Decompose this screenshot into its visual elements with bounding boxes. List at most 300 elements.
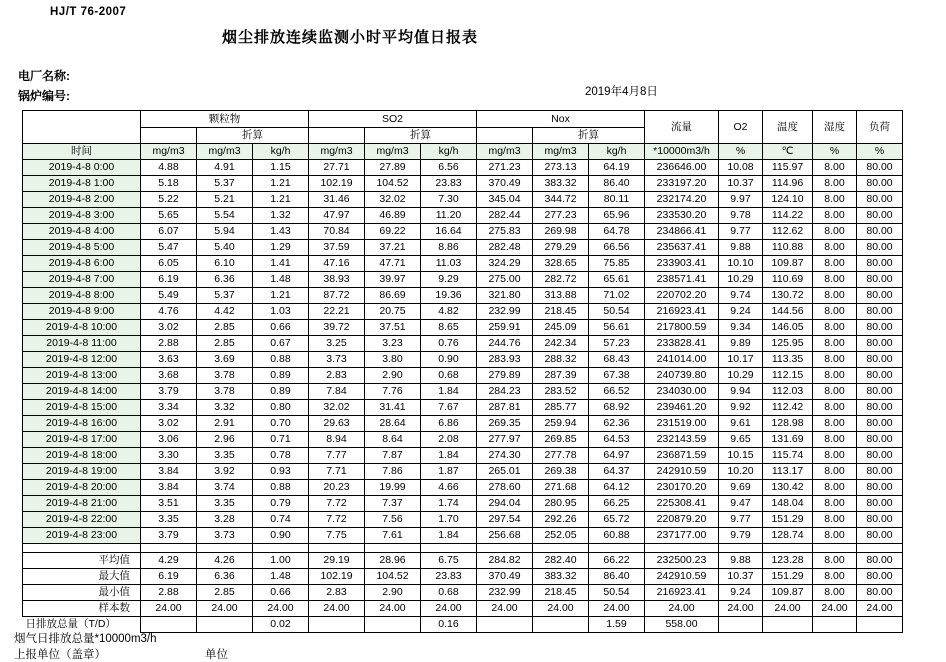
summary-cell-flow: 232500.23 — [645, 553, 719, 569]
cell-temperature: 110.88 — [763, 240, 813, 256]
unit-nox-mgm3: mg/m3 — [477, 144, 533, 160]
cell-pm-converted: 2.85 — [197, 320, 253, 336]
cell-so2-kgh: 4.66 — [421, 480, 477, 496]
cell-humidity: 8.00 — [813, 160, 857, 176]
cell-temperature: 130.42 — [763, 480, 813, 496]
daily-total-pm-kgh: 0.02 — [253, 617, 309, 633]
summary-label: 最大值 — [23, 569, 141, 585]
report-date: 2019年4月8日 — [585, 86, 658, 98]
table-row — [23, 400, 903, 416]
cell-nox: 244.76 — [477, 336, 533, 352]
cell-pm-kgh: 1.29 — [253, 240, 309, 256]
cell-pm: 3.79 — [141, 384, 197, 400]
cell-nox-converted: 273.13 — [533, 160, 589, 176]
cell-so2-converted: 7.56 — [365, 512, 421, 528]
unit-so2-conv-mgm3: mg/m3 — [365, 144, 421, 160]
cell-time: 2019-4-8 8:00 — [23, 288, 141, 304]
summary-label: 样本数 — [23, 601, 141, 617]
header-time: 时间 — [23, 144, 141, 160]
cell-pm-converted: 6.36 — [197, 272, 253, 288]
cell-nox-kgh: 66.25 — [589, 496, 645, 512]
cell-load: 80.00 — [857, 416, 903, 432]
unit-nox-kgh: kg/h — [589, 144, 645, 160]
cell-time: 2019-4-8 19:00 — [23, 464, 141, 480]
cell-o2: 9.78 — [719, 208, 763, 224]
cell-temperature: 112.03 — [763, 384, 813, 400]
cell-load: 80.00 — [857, 320, 903, 336]
summary-cell-o2: 9.88 — [719, 553, 763, 569]
cell-nox-converted: 279.29 — [533, 240, 589, 256]
cell-time: 2019-4-8 22:00 — [23, 512, 141, 528]
cell-load: 80.00 — [857, 160, 903, 176]
cell-nox-converted: 283.52 — [533, 384, 589, 400]
cell-nox-kgh: 56.61 — [589, 320, 645, 336]
cell-o2: 10.15 — [719, 448, 763, 464]
cell-pm-converted: 5.37 — [197, 176, 253, 192]
cell-so2-converted: 28.64 — [365, 416, 421, 432]
page-title: 烟尘排放连续监测小时平均值日报表 — [221, 29, 478, 46]
cell-so2-converted: 104.52 — [365, 176, 421, 192]
cell-pm: 6.07 — [141, 224, 197, 240]
cell-pm-kgh: 1.21 — [253, 192, 309, 208]
cell-load: 80.00 — [857, 224, 903, 240]
summary-cell-nox-kgh: 50.54 — [589, 585, 645, 601]
cell-so2: 20.23 — [309, 480, 365, 496]
footer-total-emission: 烟气日排放总量*10000m3/h — [14, 633, 157, 645]
cell-so2-kgh: 1.87 — [421, 464, 477, 480]
daily-total-so2 — [309, 617, 365, 633]
summary-cell-nox-kgh: 86.40 — [589, 569, 645, 585]
summary-cell-load: 80.00 — [857, 569, 903, 585]
summary-row — [23, 601, 903, 617]
cell-nox-kgh: 65.72 — [589, 512, 645, 528]
cell-nox-converted: 285.77 — [533, 400, 589, 416]
cell-flow: 220879.20 — [645, 512, 719, 528]
cell-humidity: 8.00 — [813, 448, 857, 464]
cell-nox: 271.23 — [477, 160, 533, 176]
header-load: 负荷 — [857, 111, 903, 144]
spacer-cell — [589, 544, 645, 553]
unit-flow: *10000m3/h — [645, 144, 719, 160]
cell-time: 2019-4-8 6:00 — [23, 256, 141, 272]
table-row — [23, 208, 903, 224]
header-pm-converted: 折算 — [197, 128, 309, 144]
cell-so2-converted: 19.99 — [365, 480, 421, 496]
cell-so2-kgh: 0.90 — [421, 352, 477, 368]
cell-flow: 230170.20 — [645, 480, 719, 496]
cell-load: 80.00 — [857, 240, 903, 256]
cell-nox: 324.29 — [477, 256, 533, 272]
cell-nox-converted: 269.85 — [533, 432, 589, 448]
cell-time: 2019-4-8 9:00 — [23, 304, 141, 320]
cell-nox: 265.01 — [477, 464, 533, 480]
table-header-unit-row — [23, 144, 903, 160]
cell-humidity: 8.00 — [813, 224, 857, 240]
cell-nox: 345.04 — [477, 192, 533, 208]
cell-nox-converted: 328.65 — [533, 256, 589, 272]
cell-load: 80.00 — [857, 336, 903, 352]
cell-temperature: 125.95 — [763, 336, 813, 352]
boiler-number-label: 锅炉编号: — [18, 89, 70, 103]
summary-cell-so2-converted: 2.90 — [365, 585, 421, 601]
cell-o2: 9.97 — [719, 192, 763, 208]
table-spacer-row — [23, 544, 903, 553]
spacer-cell — [141, 544, 197, 553]
cell-pm: 3.30 — [141, 448, 197, 464]
cell-nox-kgh: 68.92 — [589, 400, 645, 416]
table-row — [23, 336, 903, 352]
cell-flow: 233828.41 — [645, 336, 719, 352]
cell-nox-converted: 288.32 — [533, 352, 589, 368]
cell-nox-kgh: 71.02 — [589, 288, 645, 304]
cell-o2: 10.08 — [719, 160, 763, 176]
cell-so2: 3.25 — [309, 336, 365, 352]
cell-pm-kgh: 0.80 — [253, 400, 309, 416]
spacer-cell — [645, 544, 719, 553]
spacer-cell — [533, 544, 589, 553]
cell-so2-converted: 7.87 — [365, 448, 421, 464]
cell-pm: 4.88 — [141, 160, 197, 176]
cell-so2: 47.16 — [309, 256, 365, 272]
cell-humidity: 8.00 — [813, 320, 857, 336]
cell-nox-kgh: 86.40 — [589, 176, 645, 192]
cell-o2: 9.65 — [719, 432, 763, 448]
cell-pm-kgh: 1.21 — [253, 288, 309, 304]
summary-row — [23, 569, 903, 585]
cell-so2-converted: 7.61 — [365, 528, 421, 544]
header-so2-blank — [309, 128, 365, 144]
table-row — [23, 464, 903, 480]
table-row — [23, 352, 903, 368]
cell-temperature: 109.87 — [763, 256, 813, 272]
cell-flow: 225308.41 — [645, 496, 719, 512]
unit-o2: % — [719, 144, 763, 160]
daily-total-load — [857, 617, 903, 633]
summary-cell-pm-kgh: 1.00 — [253, 553, 309, 569]
cell-nox-converted: 271.68 — [533, 480, 589, 496]
cell-pm-kgh: 0.71 — [253, 432, 309, 448]
cell-nox-kgh: 64.12 — [589, 480, 645, 496]
summary-cell-pm: 2.88 — [141, 585, 197, 601]
cell-pm: 3.84 — [141, 480, 197, 496]
cell-flow: 233530.20 — [645, 208, 719, 224]
cell-pm-kgh: 0.67 — [253, 336, 309, 352]
summary-cell-load: 80.00 — [857, 585, 903, 601]
cell-time: 2019-4-8 12:00 — [23, 352, 141, 368]
cell-nox-kgh: 60.88 — [589, 528, 645, 544]
cell-load: 80.00 — [857, 256, 903, 272]
daily-total-humidity — [813, 617, 857, 633]
cell-so2-kgh: 9.29 — [421, 272, 477, 288]
cell-humidity: 8.00 — [813, 352, 857, 368]
cell-pm: 3.84 — [141, 464, 197, 480]
cell-nox: 297.54 — [477, 512, 533, 528]
summary-cell-pm-converted: 24.00 — [197, 601, 253, 617]
cell-humidity: 8.00 — [813, 496, 857, 512]
cell-so2-kgh: 8.86 — [421, 240, 477, 256]
cell-temperature: 146.05 — [763, 320, 813, 336]
summary-cell-so2: 24.00 — [309, 601, 365, 617]
cell-flow: 241014.00 — [645, 352, 719, 368]
unit-so2-kgh: kg/h — [421, 144, 477, 160]
cell-load: 80.00 — [857, 528, 903, 544]
daily-total-o2 — [719, 617, 763, 633]
cell-pm: 6.05 — [141, 256, 197, 272]
cell-nox: 283.93 — [477, 352, 533, 368]
summary-cell-load: 80.00 — [857, 553, 903, 569]
cell-pm-kgh: 1.43 — [253, 224, 309, 240]
unit-pm-mgm3: mg/m3 — [141, 144, 197, 160]
cell-nox-converted: 292.26 — [533, 512, 589, 528]
cell-humidity: 8.00 — [813, 480, 857, 496]
cell-humidity: 8.00 — [813, 384, 857, 400]
daily-total-nox-converted — [533, 617, 589, 633]
summary-cell-o2: 24.00 — [719, 601, 763, 617]
cell-flow: 242910.59 — [645, 464, 719, 480]
summary-cell-humidity: 8.00 — [813, 553, 857, 569]
cell-nox-converted: 313.88 — [533, 288, 589, 304]
cell-pm-kgh: 1.48 — [253, 272, 309, 288]
cell-pm-kgh: 0.78 — [253, 448, 309, 464]
table-row — [23, 368, 903, 384]
cell-flow: 234866.41 — [645, 224, 719, 240]
cell-pm-converted: 3.92 — [197, 464, 253, 480]
cell-so2: 29.63 — [309, 416, 365, 432]
spacer-cell — [197, 544, 253, 553]
spacer-cell — [719, 544, 763, 553]
cell-nox: 269.35 — [477, 416, 533, 432]
cell-flow: 232174.20 — [645, 192, 719, 208]
cell-so2: 102.19 — [309, 176, 365, 192]
cell-time: 2019-4-8 5:00 — [23, 240, 141, 256]
cell-temperature: 112.62 — [763, 224, 813, 240]
cell-nox: 321.80 — [477, 288, 533, 304]
cell-o2: 9.92 — [719, 400, 763, 416]
cell-pm: 5.22 — [141, 192, 197, 208]
cell-load: 80.00 — [857, 512, 903, 528]
cell-so2: 47.97 — [309, 208, 365, 224]
cell-humidity: 8.00 — [813, 400, 857, 416]
cell-flow: 240739.80 — [645, 368, 719, 384]
cell-humidity: 8.00 — [813, 304, 857, 320]
cell-pm: 3.02 — [141, 416, 197, 432]
table-row — [23, 272, 903, 288]
cell-so2: 31.46 — [309, 192, 365, 208]
summary-cell-so2-converted: 24.00 — [365, 601, 421, 617]
summary-cell-pm: 6.19 — [141, 569, 197, 585]
cell-time: 2019-4-8 14:00 — [23, 384, 141, 400]
header-pm: 颗粒物 — [141, 111, 309, 128]
summary-cell-nox-converted: 383.32 — [533, 569, 589, 585]
cell-humidity: 8.00 — [813, 240, 857, 256]
cell-so2-converted: 32.02 — [365, 192, 421, 208]
cell-so2: 87.72 — [309, 288, 365, 304]
cell-so2: 7.72 — [309, 512, 365, 528]
unit-so2-mgm3: mg/m3 — [309, 144, 365, 160]
cell-load: 80.00 — [857, 432, 903, 448]
cell-load: 80.00 — [857, 496, 903, 512]
cell-flow: 220702.20 — [645, 288, 719, 304]
cell-pm-kgh: 0.89 — [253, 368, 309, 384]
cell-nox: 232.99 — [477, 304, 533, 320]
cell-so2-kgh: 1.70 — [421, 512, 477, 528]
cell-o2: 9.74 — [719, 288, 763, 304]
cell-so2-kgh: 6.56 — [421, 160, 477, 176]
summary-cell-pm-converted: 6.36 — [197, 569, 253, 585]
cell-so2-converted: 2.90 — [365, 368, 421, 384]
summary-cell-pm-converted: 4.26 — [197, 553, 253, 569]
cell-nox-converted: 218.45 — [533, 304, 589, 320]
cell-temperature: 124.10 — [763, 192, 813, 208]
cell-nox-kgh: 80.11 — [589, 192, 645, 208]
summary-cell-flow: 24.00 — [645, 601, 719, 617]
cell-nox-converted: 252.05 — [533, 528, 589, 544]
cell-so2: 7.77 — [309, 448, 365, 464]
spacer-cell — [365, 544, 421, 553]
cell-temperature: 128.74 — [763, 528, 813, 544]
summary-label: 平均值 — [23, 553, 141, 569]
table-row — [23, 224, 903, 240]
summary-cell-pm-kgh: 0.66 — [253, 585, 309, 601]
cell-time: 2019-4-8 1:00 — [23, 176, 141, 192]
plant-name-label: 电厂名称: — [18, 69, 70, 83]
cell-so2: 7.71 — [309, 464, 365, 480]
cell-pm: 3.34 — [141, 400, 197, 416]
cell-time: 2019-4-8 16:00 — [23, 416, 141, 432]
cell-o2: 10.20 — [719, 464, 763, 480]
cell-pm: 3.02 — [141, 320, 197, 336]
spacer-cell — [309, 544, 365, 553]
cell-nox: 278.60 — [477, 480, 533, 496]
cell-o2: 9.24 — [719, 304, 763, 320]
cell-so2-kgh: 7.30 — [421, 192, 477, 208]
cell-pm-converted: 3.78 — [197, 384, 253, 400]
unit-pm-conv-mgm3: mg/m3 — [197, 144, 253, 160]
unit-pm-kgh: kg/h — [253, 144, 309, 160]
cell-flow: 217800.59 — [645, 320, 719, 336]
summary-cell-temperature: 123.28 — [763, 553, 813, 569]
cell-pm-converted: 5.40 — [197, 240, 253, 256]
table-row — [23, 240, 903, 256]
cell-time: 2019-4-8 4:00 — [23, 224, 141, 240]
cell-so2: 32.02 — [309, 400, 365, 416]
table-row — [23, 416, 903, 432]
cell-humidity: 8.00 — [813, 256, 857, 272]
cell-nox-converted: 277.78 — [533, 448, 589, 464]
cell-so2-converted: 37.21 — [365, 240, 421, 256]
cell-so2-converted: 39.97 — [365, 272, 421, 288]
cell-pm-kgh: 1.32 — [253, 208, 309, 224]
cell-pm-kgh: 0.90 — [253, 528, 309, 544]
cell-so2-kgh: 16.64 — [421, 224, 477, 240]
cell-nox-converted: 282.72 — [533, 272, 589, 288]
cell-time: 2019-4-8 23:00 — [23, 528, 141, 544]
table-row — [23, 432, 903, 448]
cell-temperature: 130.72 — [763, 288, 813, 304]
cell-nox: 256.68 — [477, 528, 533, 544]
cell-so2-kgh: 0.76 — [421, 336, 477, 352]
cell-pm-converted: 2.91 — [197, 416, 253, 432]
cell-pm-converted: 4.91 — [197, 160, 253, 176]
cell-load: 80.00 — [857, 480, 903, 496]
cell-pm: 3.51 — [141, 496, 197, 512]
cell-pm-converted: 2.96 — [197, 432, 253, 448]
summary-row — [23, 553, 903, 569]
summary-cell-nox-kgh: 66.22 — [589, 553, 645, 569]
cell-time: 2019-4-8 11:00 — [23, 336, 141, 352]
cell-nox-kgh: 64.97 — [589, 448, 645, 464]
cell-nox-converted: 344.72 — [533, 192, 589, 208]
summary-cell-temperature: 151.29 — [763, 569, 813, 585]
daily-total-so2-kgh: 0.16 — [421, 617, 477, 633]
cell-nox-kgh: 64.37 — [589, 464, 645, 480]
cell-temperature: 112.42 — [763, 400, 813, 416]
cell-so2: 27.71 — [309, 160, 365, 176]
cell-nox: 275.00 — [477, 272, 533, 288]
cell-load: 80.00 — [857, 400, 903, 416]
cell-pm: 2.88 — [141, 336, 197, 352]
summary-cell-pm: 4.29 — [141, 553, 197, 569]
summary-cell-so2-kgh: 0.68 — [421, 585, 477, 601]
table-row — [23, 384, 903, 400]
header-pm-blank — [141, 128, 197, 144]
cell-so2-converted: 27.89 — [365, 160, 421, 176]
cell-pm: 5.18 — [141, 176, 197, 192]
cell-pm: 3.35 — [141, 512, 197, 528]
spacer-cell — [23, 544, 141, 553]
cell-humidity: 8.00 — [813, 272, 857, 288]
cell-o2: 9.79 — [719, 528, 763, 544]
daily-total-nox-kgh: 1.59 — [589, 617, 645, 633]
cell-humidity: 8.00 — [813, 512, 857, 528]
spacer-cell — [813, 544, 857, 553]
summary-cell-nox: 232.99 — [477, 585, 533, 601]
summary-cell-nox-converted: 282.40 — [533, 553, 589, 569]
cell-load: 80.00 — [857, 288, 903, 304]
cell-pm: 5.65 — [141, 208, 197, 224]
cell-nox-converted: 280.95 — [533, 496, 589, 512]
unit-nox-conv-mgm3: mg/m3 — [533, 144, 589, 160]
cell-load: 80.00 — [857, 304, 903, 320]
cell-so2-kgh: 2.08 — [421, 432, 477, 448]
cell-nox-kgh: 50.54 — [589, 304, 645, 320]
cell-so2-kgh: 1.74 — [421, 496, 477, 512]
cell-pm: 6.19 — [141, 272, 197, 288]
cell-humidity: 8.00 — [813, 432, 857, 448]
cell-pm-converted: 2.85 — [197, 336, 253, 352]
cell-pm-converted: 5.21 — [197, 192, 253, 208]
cell-temperature: 115.74 — [763, 448, 813, 464]
cell-load: 80.00 — [857, 208, 903, 224]
cell-pm-converted: 5.54 — [197, 208, 253, 224]
cell-so2-kgh: 4.82 — [421, 304, 477, 320]
cell-nox-converted: 287.39 — [533, 368, 589, 384]
cell-nox-kgh: 64.53 — [589, 432, 645, 448]
header-temperature: 温度 — [763, 111, 813, 144]
cell-load: 80.00 — [857, 192, 903, 208]
cell-nox: 370.49 — [477, 176, 533, 192]
cell-so2-converted: 47.71 — [365, 256, 421, 272]
cell-o2: 10.37 — [719, 176, 763, 192]
cell-so2-converted: 8.64 — [365, 432, 421, 448]
cell-nox-kgh: 57.23 — [589, 336, 645, 352]
table-row — [23, 320, 903, 336]
cell-so2: 37.59 — [309, 240, 365, 256]
cell-so2-converted: 31.41 — [365, 400, 421, 416]
cell-so2-kgh: 7.67 — [421, 400, 477, 416]
table-row — [23, 512, 903, 528]
summary-cell-so2: 102.19 — [309, 569, 365, 585]
